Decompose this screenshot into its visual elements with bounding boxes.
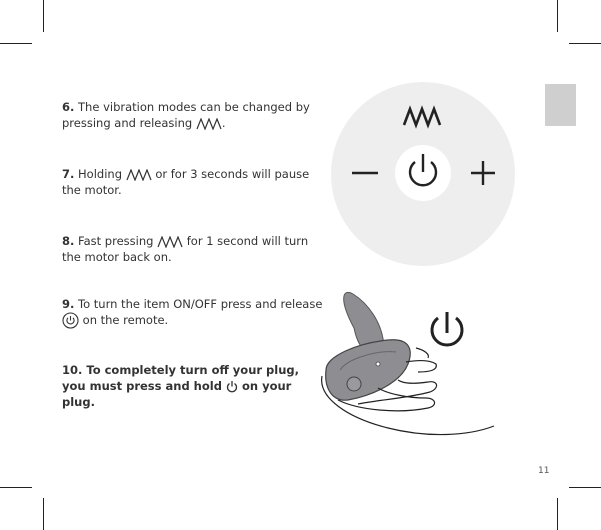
page-tab: [545, 84, 576, 126]
crop-mark: [0, 43, 32, 44]
crop-mark: [557, 0, 558, 32]
wave-icon: [196, 118, 222, 130]
plug-hand-illustration: [318, 288, 498, 448]
power-icon: [226, 380, 238, 393]
step-7: 7. Holding or for 3 seconds will pause the motor.: [62, 167, 310, 197]
remote-power-button: [395, 145, 451, 201]
step-6: 6. The vibration modes can be changed by pressing and releasing .: [62, 100, 310, 130]
crop-mark: [43, 0, 44, 32]
crop-mark: [557, 498, 558, 530]
crop-mark: [0, 487, 32, 488]
page-number: 11: [538, 466, 550, 476]
crop-mark: [43, 498, 44, 530]
crop-mark: [569, 487, 601, 488]
wave-icon: [126, 169, 152, 181]
wave-icon: [157, 236, 183, 248]
step-8: 8. Fast pressing for 1 second will turn the motor back on.: [62, 234, 309, 264]
remote-illustration: [328, 80, 518, 270]
power-icon: [432, 312, 462, 345]
crop-mark: [569, 43, 601, 44]
plug-power-button: [347, 377, 361, 391]
step-9: 9. To turn the item ON/OFF press and release on the remote.: [62, 297, 323, 327]
step-10: 10. To completely turn off your plug, you must press and hold on your plug.: [62, 363, 300, 409]
plug-base: [326, 340, 411, 400]
power-circle-icon: [62, 312, 79, 329]
